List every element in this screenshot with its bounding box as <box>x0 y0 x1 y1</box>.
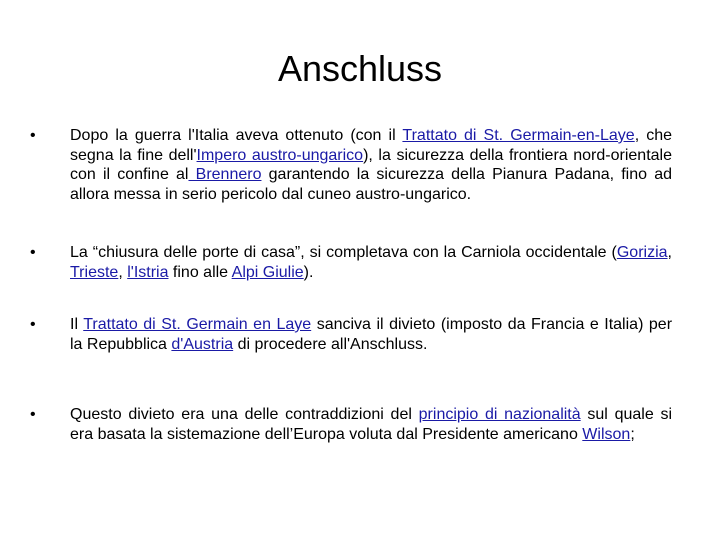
hyperlink[interactable]: Brennero <box>188 166 262 183</box>
bullet-dot: • <box>30 127 36 144</box>
hyperlink[interactable]: Impero austro-ungarico <box>196 146 364 164</box>
text-segment: Questo divieto era una delle contraddizioni del <box>70 406 419 423</box>
text-segment: Dopo la guerra l'Italia aveva ottenuto (con il <box>70 127 403 144</box>
text-segment: sanciva il divieto (imposto da Francia e Italia) per la Repubblica <box>70 316 673 353</box>
bullet-text <box>70 315 672 354</box>
text-segment: ; <box>630 425 635 443</box>
text-segment: , <box>118 263 128 281</box>
text-segment: ). <box>303 263 314 281</box>
hyperlink[interactable]: Trattato di St. Germain en Laye <box>83 316 312 333</box>
bullet-text <box>70 126 672 204</box>
hyperlink[interactable]: Trieste <box>70 263 119 281</box>
bullet-dot: • <box>30 316 36 333</box>
bullet-item <box>30 126 672 243</box>
hyperlink[interactable]: Gorizia <box>616 244 668 261</box>
bullet-dot: • <box>30 406 36 423</box>
text-segment: , che segna la fine dell' <box>70 127 673 164</box>
hyperlink[interactable]: principio di nazionalità <box>418 406 581 423</box>
bullet-item <box>30 243 672 315</box>
text-segment: di procedere all'Anschluss. <box>233 335 428 353</box>
text-segment: fino alle <box>168 263 232 281</box>
bullet-text <box>70 405 672 444</box>
text-segment: garantendo la sicurezza della Pianura Padana, fino ad allora messa in serio pericolo dal cuneo austro-ungarico. <box>70 166 672 203</box>
bullet-list <box>30 126 672 444</box>
text-segment: sul quale si era basata la sistemazione dell’Europa voluta dal Presidente americano <box>70 406 673 443</box>
text-segment: , <box>667 244 672 261</box>
text-segment: Il <box>70 316 84 333</box>
bullet-text <box>70 243 672 282</box>
hyperlink[interactable]: Alpi Giulie <box>231 263 304 281</box>
hyperlink[interactable]: Wilson <box>582 425 631 443</box>
hyperlink[interactable]: l'Istria <box>127 263 169 281</box>
hyperlink[interactable]: d'Austria <box>171 335 234 353</box>
text-segment: ), la sicurezza della frontiera nord-orientale con il confine al <box>70 146 672 183</box>
bullet-item <box>30 405 672 444</box>
text-segment: La “chiusura delle porte di casa”, si completava con la Carniola occidentale ( <box>70 244 617 261</box>
bullet-dot: • <box>30 244 36 261</box>
slide-title: Anschluss <box>277 48 443 89</box>
bullet-item <box>30 315 672 405</box>
hyperlink[interactable]: Trattato di St. Germain-en-Laye <box>402 127 635 144</box>
